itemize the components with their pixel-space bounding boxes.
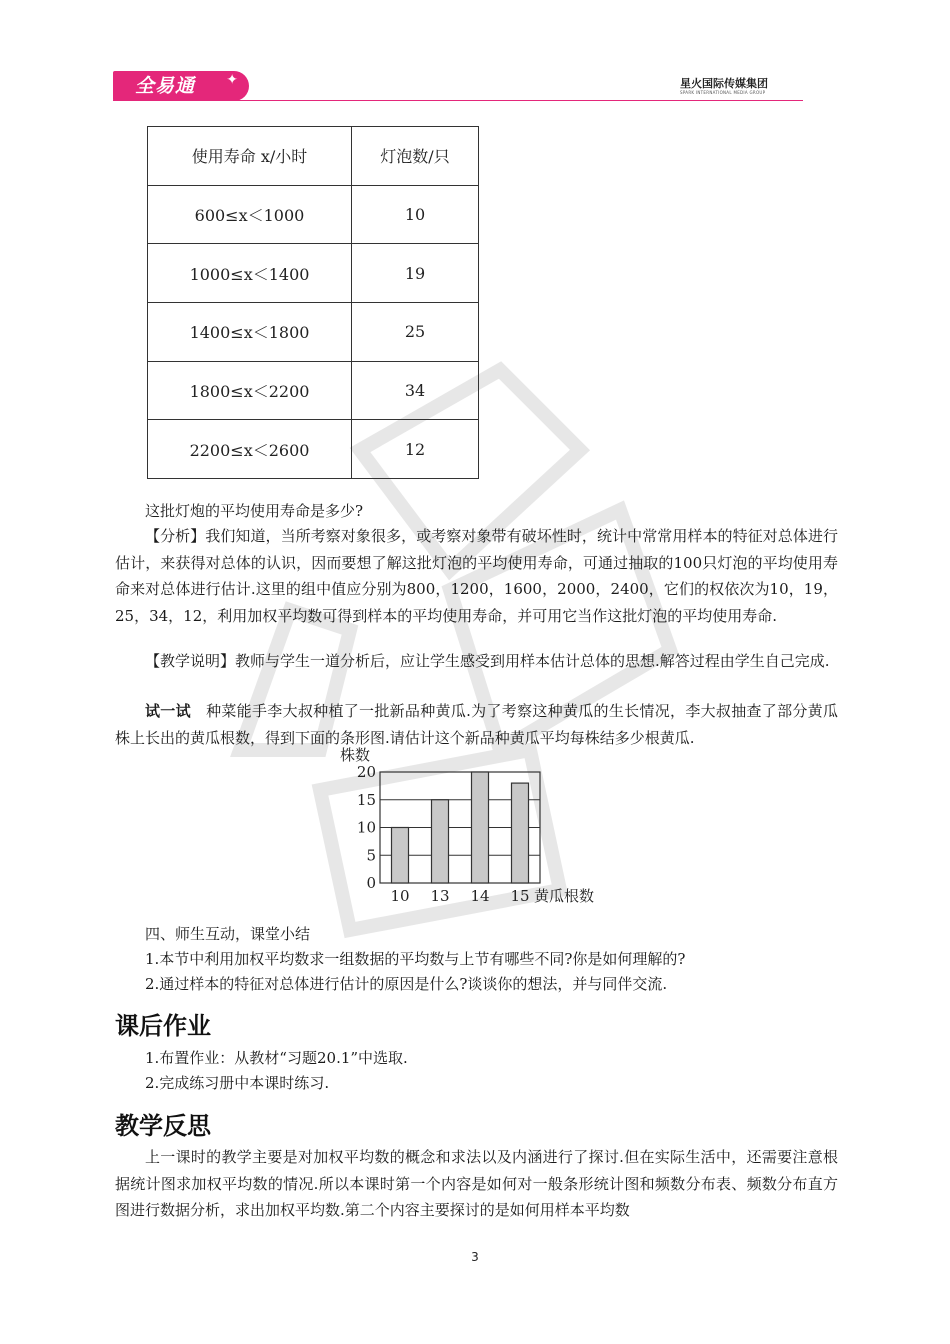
table-row — [148, 361, 479, 420]
reflection-heading: 教学反思 — [115, 1112, 211, 1140]
chart-ylabel: 株数 — [340, 746, 371, 764]
homework-heading: 课后作业 — [115, 1012, 211, 1040]
chart-ytick-label: 15 — [356, 790, 376, 809]
table-row — [148, 420, 479, 479]
page-number: 3 — [471, 1250, 479, 1264]
brand-logo-text: 全易通 — [135, 75, 196, 97]
table-cell-range: 1400≤x＜1800 — [148, 303, 352, 362]
chart-ytick-label: 20 — [356, 763, 376, 781]
teaching-note-paragraph: 【教学说明】教师与学生一道分析后，应让学生感受到用样本估计总体的思想.解答过程由学生自己完成. — [145, 652, 830, 670]
table-cell-range: 600≤x＜1000 — [148, 185, 352, 244]
question-text: 这批灯炮的平均使用寿命是多少? — [145, 502, 364, 520]
table-cell-count: 10 — [352, 185, 479, 244]
table-cell-range: 1800≤x＜2200 — [148, 361, 352, 420]
chart-ytick-label: 5 — [366, 846, 376, 865]
table-cell-range: 2200≤x＜2600 — [148, 420, 352, 479]
cucumber-bar-chart — [330, 742, 630, 912]
sparkle-icon: ✦ — [226, 72, 239, 88]
brand-logo — [113, 71, 249, 101]
table-row — [148, 185, 479, 244]
chart-bar — [392, 828, 409, 884]
chart-bar — [472, 772, 489, 883]
summary-question-2: 2.通过样本的特征对总体进行估计的原因是什么?谈谈你的想法，并与同伴交流. — [145, 975, 668, 993]
chart-xtick-label: 13 — [430, 887, 450, 905]
table-cell-count: 25 — [352, 303, 479, 362]
analysis-paragraph: 【分析】我们知道，当所考察对象很多，或考察对象带有破坏性时，统计中常常用样本的特征对总体进行估计，来获得对总体的认识，因而要想了解这批灯泡的平均使用寿命，可通过抽取的100只灯泡的平均使用寿命来对总体进行估计.这里的组中值应分别为800，1200，1600，2000，2400，它们的权依次为10，19，25，34，12，利用加权平均数可得到样本的平均使用寿命，并可用它当作这批灯泡的平均使用寿命. — [115, 527, 838, 625]
table-header-count: 灯泡数/只 — [352, 127, 479, 186]
chart-bar — [432, 800, 449, 883]
table-cell-count: 19 — [352, 244, 479, 303]
homework-item-1: 1.布置作业：从教材“习题20.1”中选取. — [145, 1049, 408, 1067]
reflection-paragraph: 上一课时的教学主要是对加权平均数的概念和求法以及内涵进行了探讨.但在实际生活中，还需要注意根据统计图求加权平均数的情况.所以本课时第一个内容是如何对一般条形统计图和频数分布表、频数分布直方图进行数据分析，求出加权平均数.第二个内容主要探讨的是如何用样本平均数 — [115, 1148, 838, 1219]
table-cell-count: 12 — [352, 420, 479, 479]
chart-ytick-label: 0 — [366, 874, 376, 892]
table-cell-range: 1000≤x＜1400 — [148, 244, 352, 303]
chart-xlabel: 黄瓜根数 — [534, 887, 595, 905]
table-header-lifetime: 使用寿命 x/小时 — [148, 127, 352, 186]
homework-item-2: 2.完成练习册中本课时练习. — [145, 1074, 330, 1092]
publisher-subtitle: SPARK INTERNATIONAL MEDIA GROUP — [680, 90, 766, 95]
header-divider — [113, 100, 803, 101]
table-row — [148, 244, 479, 303]
table-header-row — [148, 127, 479, 186]
table-row — [148, 303, 479, 362]
chart-xtick-label: 14 — [470, 887, 490, 905]
chart-xtick-label: 15 — [510, 887, 530, 905]
summary-question-1: 1.本节中利用加权平均数求一组数据的平均数与上节有哪些不同?你是如何理解的? — [145, 950, 686, 968]
try-it-label: 试一试 — [145, 702, 191, 720]
publisher-name: 星火国际传媒集团 — [680, 77, 768, 90]
chart-ytick-label: 10 — [356, 818, 376, 837]
table-cell-count: 34 — [352, 361, 479, 420]
lifetime-table — [147, 126, 479, 479]
section4-heading: 四、师生互动，课堂小结 — [145, 925, 311, 943]
try-it-text: 种菜能手李大叔种植了一批新品种黄瓜.为了考察这种黄瓜的生长情况，李大叔抽查了部分黄瓜株上长出的黄瓜根数，得到下面的条形图.请估计这个新品种黄瓜平均每株结多少根黄瓜. — [115, 702, 838, 747]
chart-bar — [512, 783, 529, 883]
chart-xtick-label: 10 — [390, 887, 410, 905]
